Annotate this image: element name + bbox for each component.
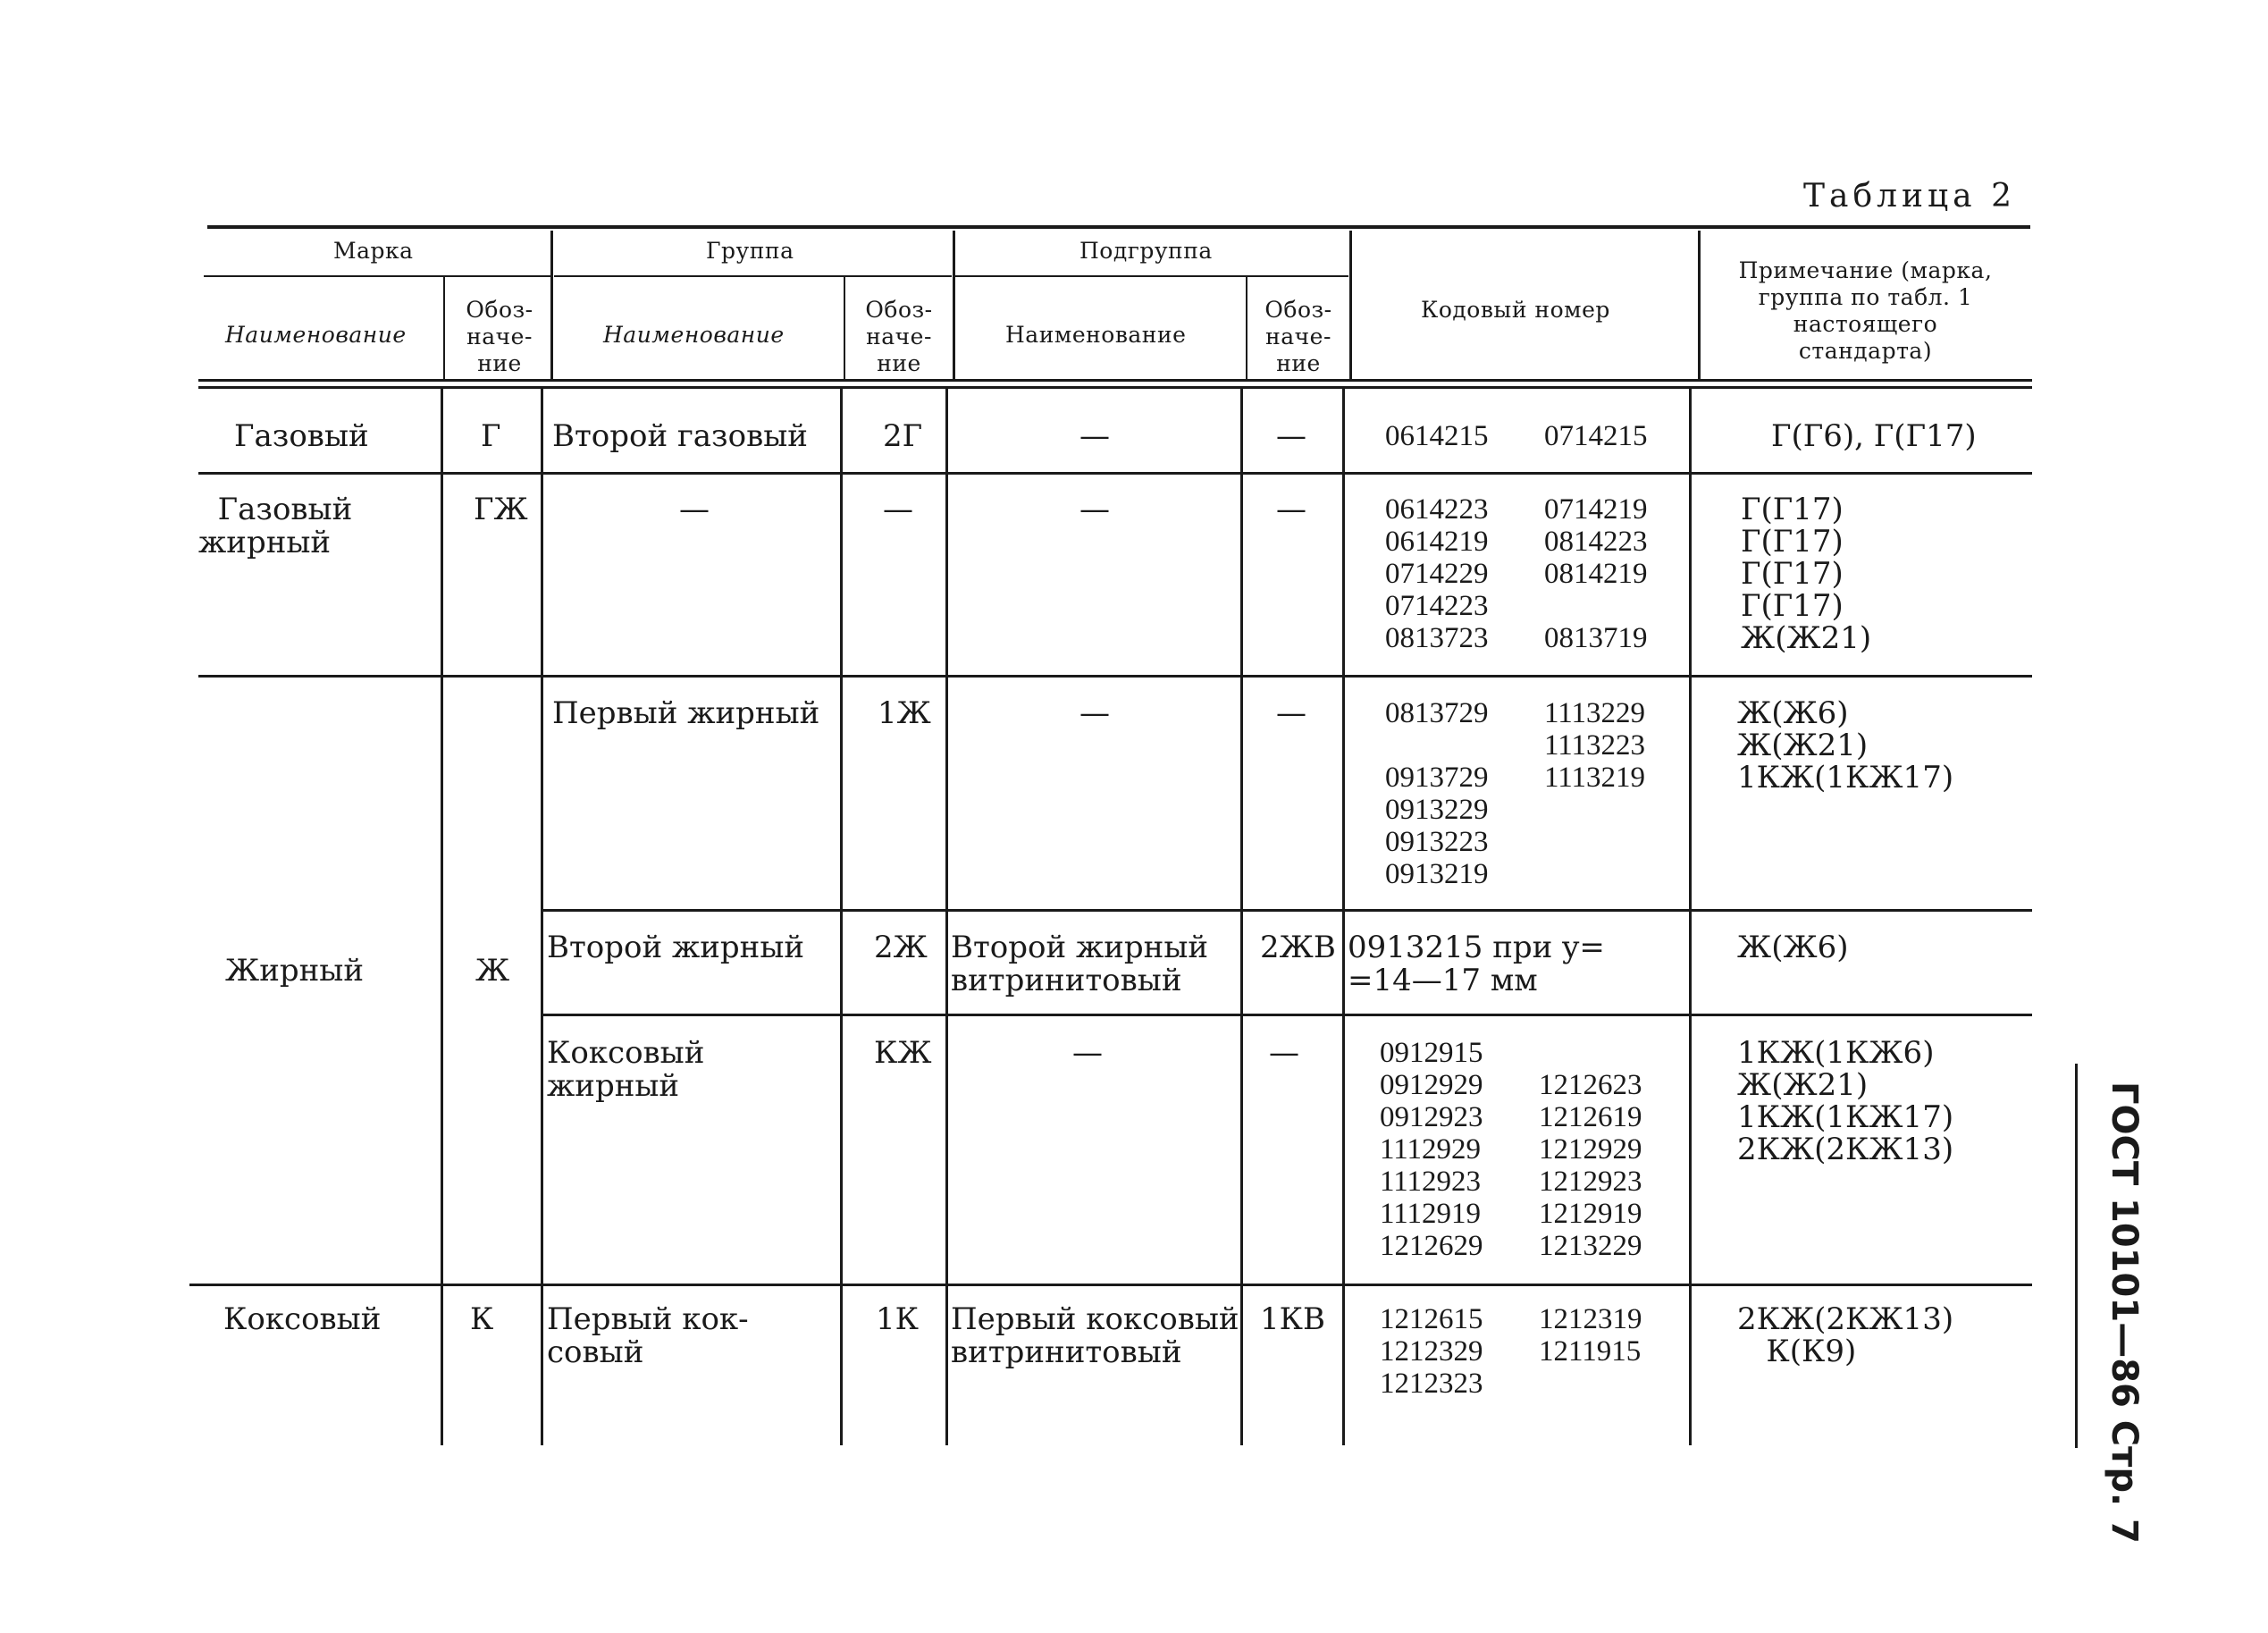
row3-note: Ж(Ж6) Ж(Ж21) 1КЖ(1КЖ17) <box>1737 695 1954 795</box>
row2-group-name: — <box>679 492 710 527</box>
vline-b5 <box>1240 389 1243 1445</box>
header-gruppa-name: Наименование <box>603 322 785 348</box>
row1-group-name: Второй газовый <box>552 418 808 454</box>
row6-group-code: 1К <box>876 1301 919 1337</box>
vline-h6 <box>844 277 845 379</box>
header-primechanie: Примечание (марка, группа по табл. 1 настоящего стандарта) <box>1738 257 1993 364</box>
row1-codes-left: 0614215 <box>1385 420 1489 452</box>
vline-b6 <box>1342 389 1345 1445</box>
header-subrule-podgruppa <box>955 275 1348 277</box>
row5-codes-left: 0912915 0912929 0912923 1112929 1112923 1112919 1212629 <box>1380 1037 1483 1262</box>
vline-b3 <box>840 389 843 1445</box>
row6-codes-right: 1212319 1211915 <box>1539 1303 1642 1368</box>
row5-codes-right: 1212623 1212619 1212929 1212923 1212919 1213229 <box>1539 1069 1642 1262</box>
header-gruppa-code: Обоз- наче- ние <box>865 297 933 376</box>
row3-marka-name: Жирный <box>225 953 365 989</box>
row-rule-1 <box>198 472 2032 475</box>
row6-marka-name: Коксовый <box>223 1301 382 1337</box>
row1-sub-name: — <box>1079 418 1110 454</box>
row4-note: Ж(Ж6) <box>1737 930 1849 965</box>
row2-note: Г(Г17) Г(Г17) Г(Г17) Г(Г17) Ж(Ж21) <box>1741 492 1872 656</box>
vline-h5 <box>443 277 445 379</box>
row4-sub-name: Второй жирный витринитовый <box>951 930 1209 998</box>
header-bottom-rule-2 <box>198 386 2032 389</box>
row1-sub-code: — <box>1276 418 1306 454</box>
row1-marka-name: Газовый <box>234 418 369 454</box>
row6-note: 2КЖ(2КЖ13) К(К9) <box>1737 1301 1954 1369</box>
row2-codes-right: 0714219 0814223 0814219 0813719 <box>1544 493 1648 654</box>
side-running-header: ГОСТ 10101—86 Стр. 7 <box>2104 1082 2145 1544</box>
vline-b1 <box>441 389 443 1445</box>
side-label-rule <box>2075 1064 2078 1448</box>
row4-codes: 0913215 при y= =14—17 мм <box>1348 930 1605 998</box>
row2-sub-code: — <box>1276 492 1306 527</box>
row6-sub-name: Первый коксовый витринитовый <box>951 1301 1239 1370</box>
row1-marka-code: Г <box>481 418 501 454</box>
row3-codes-right: 1113229 1113223 1113219 <box>1544 697 1646 794</box>
header-subrule-gruppa <box>554 275 952 277</box>
header-gruppa: Группа <box>706 238 794 264</box>
row2-marka-name: Газовый жирный <box>198 492 353 560</box>
row5-group-name: Коксовый жирный <box>547 1035 705 1104</box>
vline-b7 <box>1689 389 1692 1445</box>
vline-h4 <box>1698 231 1701 379</box>
header-subrule-marka <box>204 275 550 277</box>
row3-group-code: 1Ж <box>878 695 931 731</box>
vline-b2 <box>541 389 543 1445</box>
row6-group-name: Первый кок- совый <box>547 1301 749 1370</box>
table-caption: Таблица 2 <box>1803 178 2016 215</box>
row6-codes-left: 1212615 1212329 1212323 <box>1380 1303 1483 1400</box>
vline-h7 <box>1246 277 1247 379</box>
row3-group-name: Первый жирный <box>552 695 820 731</box>
row3-sub-code: — <box>1276 695 1306 731</box>
row4-sub-code: 2ЖВ <box>1260 930 1336 965</box>
row5-group-code: КЖ <box>874 1035 932 1071</box>
header-marka-name: Наименование <box>225 322 407 348</box>
row-rule-4 <box>543 1014 2032 1016</box>
row-rule-5 <box>189 1284 2032 1286</box>
row2-sub-name: — <box>1079 492 1110 527</box>
header-marka-code: Обоз- наче- ние <box>466 297 533 376</box>
row1-note: Г(Г6), Г(Г17) <box>1771 418 1977 454</box>
row4-group-code: 2Ж <box>874 930 928 965</box>
row6-sub-code: 1КВ <box>1260 1301 1325 1337</box>
row1-group-code: 2Г <box>883 418 923 454</box>
row1-codes-right: 0714215 <box>1544 420 1648 452</box>
header-podgruppa-code: Обоз- наче- ние <box>1264 297 1332 376</box>
vline-h3 <box>1349 231 1352 379</box>
header-marka: Марка <box>333 238 414 264</box>
row4-group-name: Второй жирный <box>547 930 805 965</box>
header-kodovyi-nomer: Кодовый номер <box>1421 297 1610 323</box>
row3-marka-code: Ж <box>475 953 510 989</box>
row3-sub-name: — <box>1079 695 1110 731</box>
row5-sub-name: — <box>1072 1035 1103 1071</box>
row6-marka-code: К <box>470 1301 494 1337</box>
row2-marka-code: ГЖ <box>474 492 528 527</box>
vline-h1 <box>550 231 553 379</box>
header-podgruppa: Подгруппа <box>1079 238 1213 264</box>
vline-b4 <box>945 389 948 1445</box>
row2-codes-left: 0614223 0614219 0714229 0714223 0813723 <box>1385 493 1489 654</box>
row3-codes-left: 0813729 0913729 0913229 0913223 0913219 <box>1385 697 1489 890</box>
row-rule-3 <box>543 909 2032 912</box>
table-top-rule <box>207 225 2030 229</box>
row-rule-2 <box>198 675 2032 678</box>
header-podgruppa-name: Наименование <box>1005 322 1187 348</box>
vline-h2 <box>953 231 955 379</box>
row5-note: 1КЖ(1КЖ6) Ж(Ж21) 1КЖ(1КЖ17) 2КЖ(2КЖ13) <box>1737 1035 1954 1167</box>
row2-group-code: — <box>883 492 913 527</box>
header-bottom-rule-1 <box>198 379 2032 382</box>
row5-sub-code: — <box>1269 1035 1299 1071</box>
